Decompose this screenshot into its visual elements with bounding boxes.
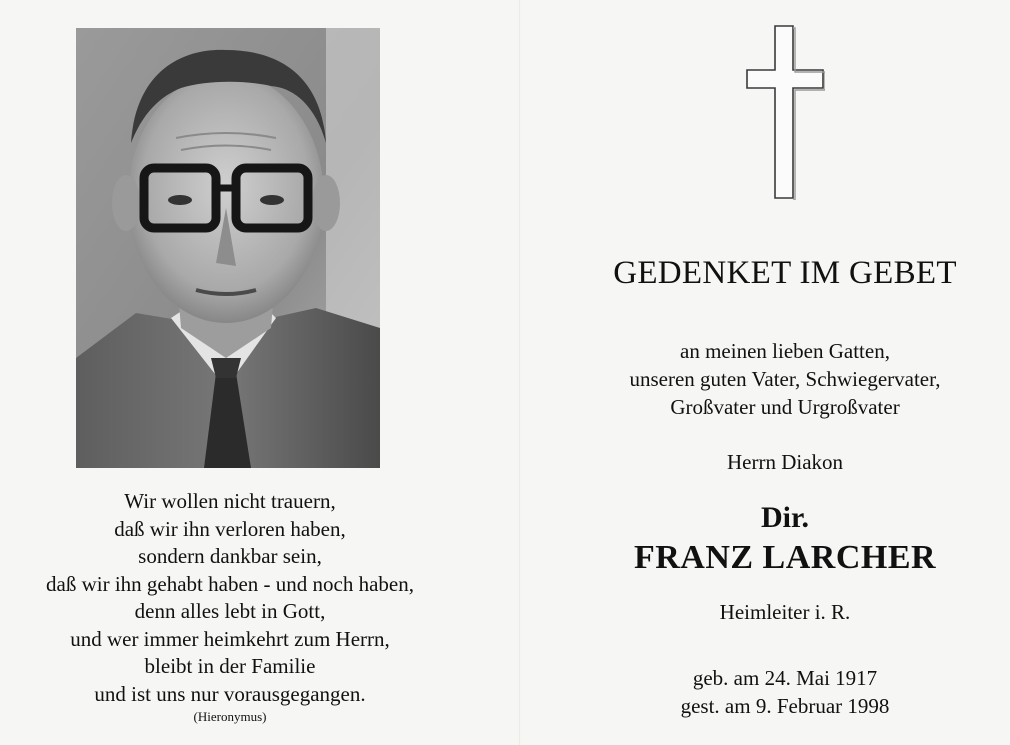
dedication-line: unseren guten Vater, Schwiegervater, <box>629 367 941 391</box>
poem-line: daß wir ihn verloren haben, <box>114 516 346 541</box>
poem-line: sondern dankbar sein, <box>138 544 322 568</box>
life-dates <box>560 664 1010 720</box>
name-prefix: Dir. <box>760 501 810 534</box>
poem-line: denn alles lebt in Gott, <box>134 599 326 623</box>
poem-attribution: (Hieronymus) <box>193 709 267 724</box>
deceased-role: Heimleiter i. R. <box>719 600 851 624</box>
poem-line: Wir wollen nicht trauern, <box>124 489 336 513</box>
dedication-line: an meinen lieben Gatten, <box>680 339 890 363</box>
death-date: gest. am 9. Februar 1998 <box>680 694 890 718</box>
poem-line: bleibt in der Familie <box>144 654 316 678</box>
poem-line: daß wir ihn gehabt haben - und noch haben, <box>46 571 414 596</box>
poem-line: und wer immer heimkehrt zum Herrn, <box>70 626 390 651</box>
salutation: Herrn Diakon <box>726 450 844 474</box>
latin-cross-icon <box>745 24 825 200</box>
poem-line: und ist uns nur vorausgegangen. <box>94 681 366 706</box>
birth-date: geb. am 24. Mai 1917 <box>692 666 878 690</box>
dedication <box>560 337 1010 421</box>
portrait-photo <box>76 28 380 468</box>
portrait-image <box>76 28 380 468</box>
deceased-name: FRANZ LARCHER <box>633 539 937 576</box>
card-fold-line <box>519 0 521 745</box>
card-heading: GEDENKET IM GEBET <box>613 255 957 291</box>
memorial-poem <box>0 488 460 725</box>
dedication-line: Großvater und Urgroßvater <box>670 395 900 419</box>
